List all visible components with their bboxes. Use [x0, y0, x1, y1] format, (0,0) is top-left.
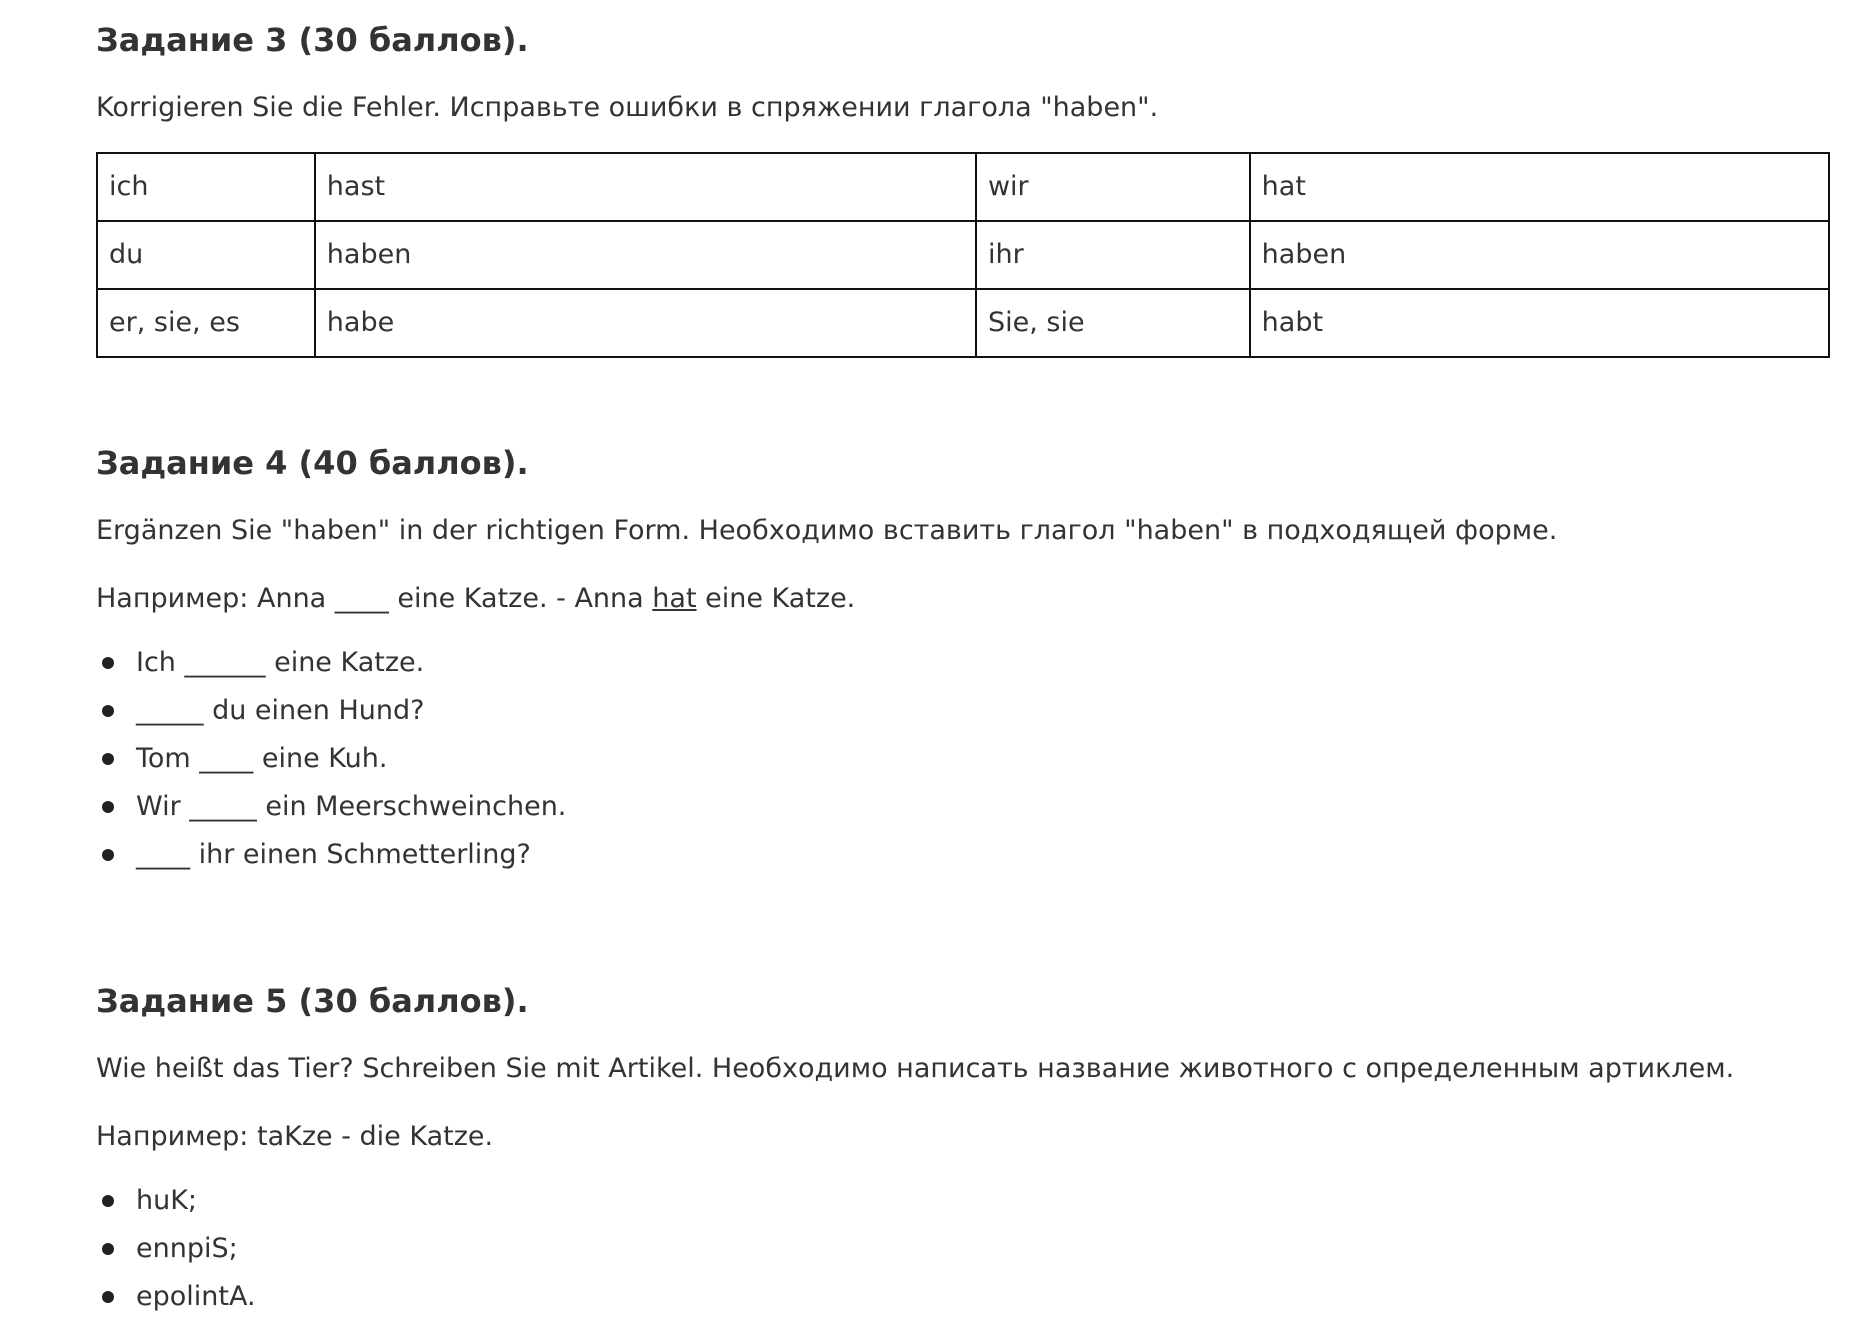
list-item-text: ____ ihr einen Schmetterling? — [136, 839, 531, 870]
table-row — [97, 221, 1829, 289]
bullet-icon — [102, 753, 114, 765]
table-cell: habe — [315, 289, 976, 357]
table-cell: haben — [315, 221, 976, 289]
bullet-icon — [102, 801, 114, 813]
example-answer: hat — [652, 583, 697, 614]
task-3 — [96, 20, 1836, 358]
table-cell: wir — [976, 153, 1250, 221]
table-cell: ich — [97, 153, 315, 221]
table-cell: ihr — [976, 221, 1250, 289]
task-4-title: Задание 4 (40 баллов). — [96, 444, 529, 482]
list-item-text: huK; — [136, 1185, 198, 1216]
task-4-instruction: Ergänzen Sie "haben" in der richtigen Form. Необходимо вставить глагол "haben" в подходящей форме. — [96, 515, 1558, 546]
task-4-example — [96, 581, 1836, 617]
bullet-icon — [102, 1243, 114, 1255]
list-item — [96, 1177, 1836, 1225]
bullet-icon — [102, 657, 114, 669]
table-cell: hat — [1250, 153, 1829, 221]
task-3-title: Задание 3 (30 баллов). — [96, 21, 529, 59]
list-item-text: Wir _____ ein Meerschweinchen. — [136, 791, 567, 822]
task-4-list — [96, 639, 1836, 879]
list-item-text: ennpiS; — [136, 1233, 238, 1264]
task-5 — [96, 981, 1836, 1321]
bullet-icon — [102, 1291, 114, 1303]
list-item-text: _____ du einen Hund? — [136, 695, 425, 726]
example-text: Например: Anna ____ eine Katze. - Anna — [96, 583, 653, 614]
list-item — [96, 1225, 1836, 1273]
table-cell: er, sie, es — [97, 289, 315, 357]
table-cell: haben — [1250, 221, 1829, 289]
task-5-example: Например: taKze - die Katze. — [96, 1121, 494, 1152]
table-row — [97, 289, 1829, 357]
list-item-text: Tom ____ eine Kuh. — [136, 743, 388, 774]
table-row — [97, 153, 1829, 221]
example-text: eine Katze. — [696, 583, 856, 614]
list-item-text: Ich ______ eine Katze. — [136, 647, 425, 678]
list-item-text: epolintA. — [136, 1281, 256, 1312]
task-3-instruction: Korrigieren Sie die Fehler. Исправьте ошибки в спряжении глагола "haben". — [96, 92, 1159, 123]
bullet-icon — [102, 705, 114, 717]
list-item — [96, 783, 1836, 831]
bullet-icon — [102, 849, 114, 861]
list-item — [96, 831, 1836, 879]
bullet-icon — [102, 1195, 114, 1207]
task-5-list — [96, 1177, 1836, 1321]
task-5-title: Задание 5 (30 баллов). — [96, 982, 529, 1020]
table-cell: habt — [1250, 289, 1829, 357]
list-item — [96, 1273, 1836, 1321]
list-item — [96, 735, 1836, 783]
task-5-instruction: Wie heißt das Tier? Schreiben Sie mit Artikel. Необходимо написать название животного с определенным артиклем. — [96, 1053, 1735, 1084]
task-4 — [96, 443, 1836, 879]
conjugation-table — [96, 152, 1830, 358]
table-cell: Sie, sie — [976, 289, 1250, 357]
list-item — [96, 639, 1836, 687]
list-item — [96, 687, 1836, 735]
table-cell: du — [97, 221, 315, 289]
table-cell: hast — [315, 153, 976, 221]
